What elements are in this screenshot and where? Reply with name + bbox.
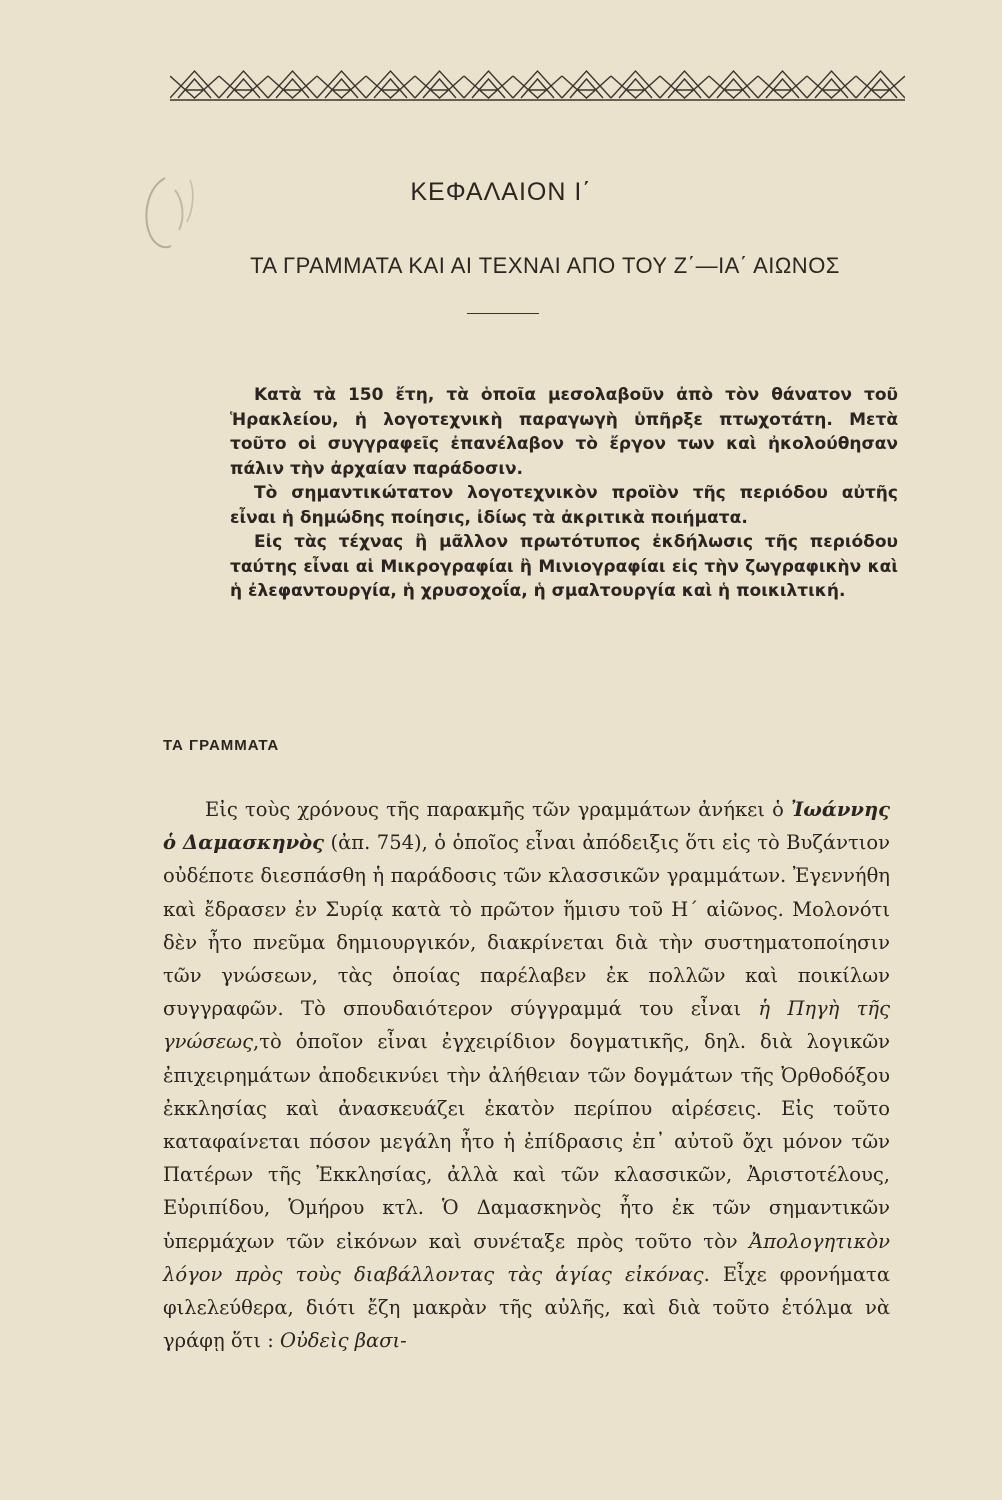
ornament-motif <box>317 71 366 98</box>
ornament-motif <box>513 71 562 98</box>
work-title: Ἀπολογητικὸν λόγον πρὸς τοὺς διαβάλλοντας τὰς ἁγίας εἰκόνας <box>163 1229 890 1286</box>
body-text-run: Εἰς τοὺς χρόνους τῆς παρακμῆς τῶν γραμμάτων ἀνήκει ὁ <box>205 798 792 821</box>
decorative-border-ornament <box>170 68 905 102</box>
work-title: ἡ Πηγὴ τῆς γνώσεως <box>163 997 890 1054</box>
section-heading: ΤΑ ΓΡΑΜΜΑΤΑ <box>163 737 280 754</box>
ornament-motif <box>660 71 709 98</box>
ornament-motif <box>856 71 905 98</box>
chapter-summary <box>230 383 898 604</box>
ornament-motif <box>170 71 219 98</box>
ornament-motif <box>611 71 660 98</box>
ornament-motif <box>709 71 758 98</box>
body-text-run: . Εἶχε φρονήματα φιλελεύθερα, διότι ἔζη μακρὰν τῆς αὐλῆς, καὶ διὰ τοῦτο ἐτόλμα νὰ γράφῃ ὅτι : <box>163 1262 891 1353</box>
ornament-motif <box>464 71 513 98</box>
ornament-motif <box>366 71 415 98</box>
divider-rule <box>467 313 539 314</box>
body-paragraph <box>163 793 890 1357</box>
summary-paragraph: Κατὰ τὰ 150 ἔτη, τὰ ὁποῖα μεσολαβοῦν ἀπὸ τὸν θάνατον τοῦ Ἡρακλείου, ἡ λογοτεχνικὴ παραγωγὴ ὑπῆρξε πτωχοτάτη. Μετὰ τοῦτο οἱ συγγραφεῖς ἐπανέλαβον τὸ ἔργον των καὶ ἠκολούθησαν πάλιν τὴν ἀρχαίαν παράδοσιν. <box>230 385 898 479</box>
summary-paragraph: Τὸ σημαντικώτατον λογοτεχνικὸν προϊὸν τῆς περιόδου αὐτῆς εἶναι ἡ δημώδης ποίησις, ἰδίως τὰ ἀκριτικὰ ποιήματα. <box>230 483 898 528</box>
ornament-motif <box>807 71 856 98</box>
quotation: Οὐδεὶς βασι- <box>279 1329 407 1353</box>
ornament-motif <box>415 71 464 98</box>
body-text-run: (ἀπ. 754), ὁ ὁποῖος εἶναι ἀπόδειξις ὅτι εἰς τὸ Βυζάντιον οὐδέποτε διεσπάσθη ἡ παράδοσις τῶν κλασσικῶν γραμμάτων. Ἐγεννήθη καὶ ἔδρασεν ἐν Συρίᾳ κατὰ τὸ πρῶτον ἥμισυ τοῦ Η΄ αἰῶνος. Μολονότι δὲν ἦτο πνεῦμα δημιουργικόν, διακρίνεται διὰ τὴν συστηματοποίησιν τῶν γνώσεων, τὰς ὁποίας παρέλαβεν ἐκ πολλῶν καὶ ποικίλων συγγραφῶν. Τὸ σπουδαιότερον σύγγραμμά του εἶναι <box>163 831 890 1021</box>
body-text <box>163 793 890 1357</box>
person-name: Ἰωάννης ὁ Δαμασκηνὸς <box>163 798 890 855</box>
ornament-motif <box>758 71 807 98</box>
chapter-title: ΚΕΦΑΛΑΙΟΝ Ι΄ <box>410 178 592 206</box>
ornament-motif <box>268 71 317 98</box>
summary-paragraph: Εἰς τὰς τέχνας ἢ μᾶλλον πρωτότυπος ἐκδήλωσις τῆς περιόδου ταύτης εἶναι αἱ Μικρογραφίαι ἢ Μινιογραφίαι εἰς τὴν ζωγραφικὴν καὶ ἡ ἐλεφαντουργία, ἡ χρυσοχοΐα, ἡ σμαλτουργία καὶ ἡ ποικιλτική. <box>230 532 898 601</box>
chapter-subtitle: ΤΑ ΓΡΑΜΜΑΤΑ ΚΑΙ ΑΙ ΤΕΧΝΑΙ ΑΠΟ ΤΟΥ Ζ΄—ΙΑ΄ ΑΙΩΝΟΣ <box>250 253 840 278</box>
body-text-run: ,τὸ ὁποῖον εἶναι ἐγχειρίδιον δογματικῆς, δηλ. διὰ λογικῶν ἐπιχειρημάτων ἀποδεικνύει τὴν ἀλήθειαν τῶν δογμάτων τῆς Ὀρθοδόξου ἐκκλησίας καὶ ἀνασκευάζει ἑκατὸν περίπου αἱρέσεις. Εἰς τοῦτο καταφαίνεται πόσον μεγάλη ἦτο ἡ ἐπίδρασις ἐπ᾽ αὐτοῦ ὄχι μόνον τῶν Πατέρων τῆς Ἐκκλησίας, ἀλλὰ καὶ τῶν κλασσικῶν, Ἀριστοτέλους, Εὐριπίδου, Ὁμήρου κτλ. Ὁ Δαμασκηνὸς ἦτο ἐκ τῶν σημαντικῶν ὑπερμάχων τῶν εἰκόνων καὶ συνέταξε πρὸς τοῦτο τὸν <box>163 1030 890 1253</box>
ornament-motif <box>562 71 611 98</box>
ornament-motif <box>219 71 268 98</box>
